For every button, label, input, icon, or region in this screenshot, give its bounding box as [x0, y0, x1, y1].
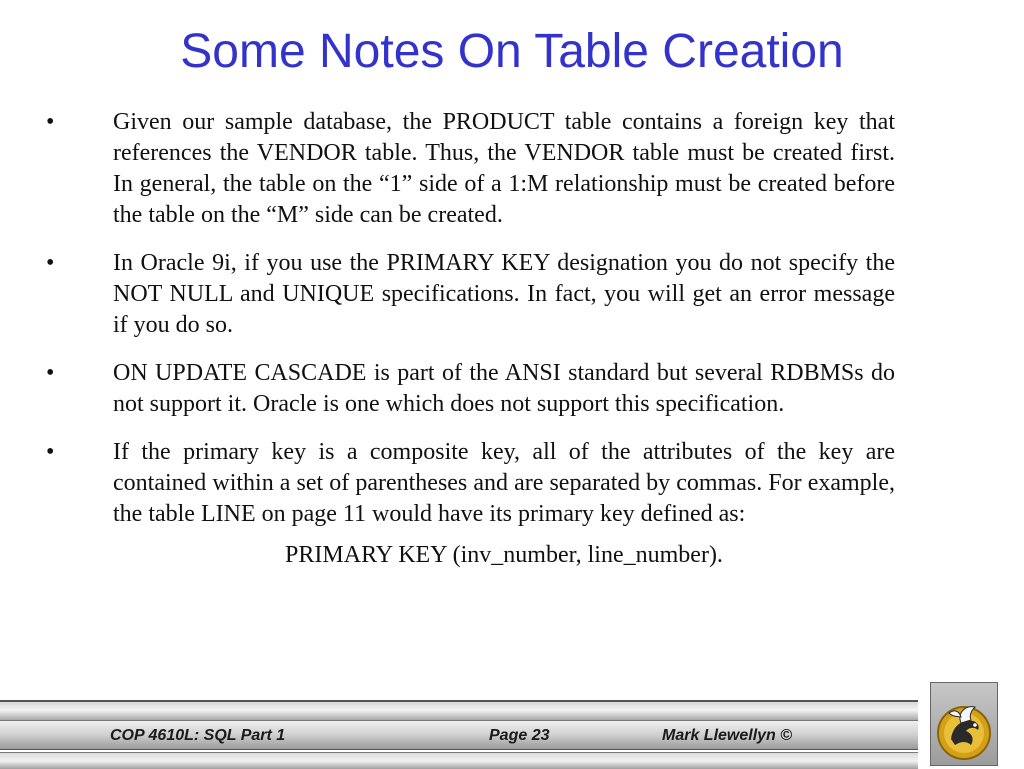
code-example: PRIMARY KEY (inv_number, line_number).: [285, 542, 723, 568]
footer-author: Mark Llewellyn ©: [662, 727, 793, 744]
bullet-marker: •: [46, 360, 55, 386]
bullet-text: In Oracle 9i, if you use the PRIMARY KEY designation you do not specify the NOT NULL and UNIQUE specifications. In fact, you will get an error message if you do so.: [113, 250, 895, 338]
bullet-text: If the primary key is a composite key, all of the attributes of the key are contained within a set of parentheses and are separated by commas. For example, the table LINE on page 11 would have its primary key defined as:: [113, 439, 895, 527]
bullet-text: Given our sample database, the PRODUCT table contains a foreign key that references the VENDOR table. Thus, the VENDOR table must be created first. In general, the table on the “1” side of a 1:M relationship must be created before the table on the “M” side can be created.: [113, 109, 895, 228]
footer-band-top: [0, 700, 918, 721]
logo: [930, 682, 998, 766]
bullet-marker: •: [46, 439, 55, 465]
list-item: [40, 107, 895, 231]
bullet-marker: •: [46, 250, 55, 276]
list-item: [40, 248, 895, 341]
bullet-text: ON UPDATE CASCADE is part of the ANSI standard but several RDBMSs do not support it. Oracle is one which does not support this specification.: [113, 360, 895, 417]
pegasus-icon: [931, 683, 997, 765]
footer-band-bottom: [0, 752, 918, 769]
bullet-marker: •: [46, 109, 55, 135]
footer-page-number: Page 23: [489, 727, 550, 744]
bullet-list: [40, 107, 895, 571]
list-item: [40, 358, 895, 420]
page-title: Some Notes On Table Creation: [180, 25, 844, 78]
list-item: [40, 437, 895, 530]
footer-course: COP 4610L: SQL Part 1: [110, 727, 286, 744]
